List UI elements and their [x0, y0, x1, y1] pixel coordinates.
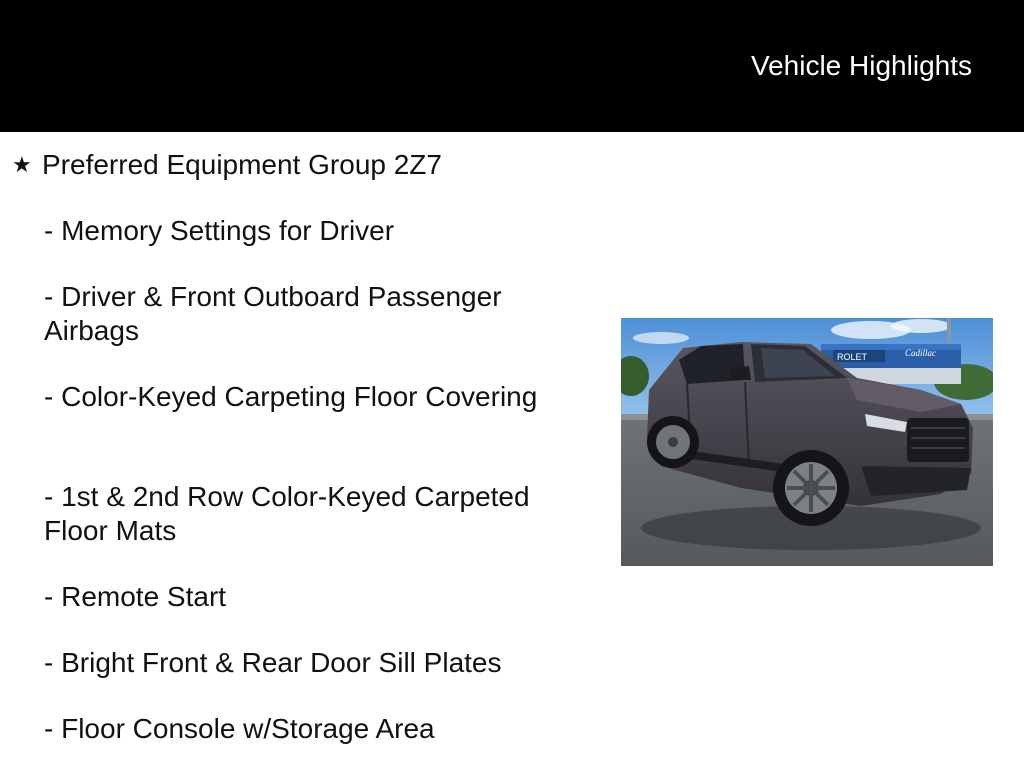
star-icon: ★ [12, 152, 32, 177]
vehicle-image [621, 318, 993, 566]
list-item: - 1st & 2nd Row Color-Keyed Carpeted Floor Mats [44, 481, 530, 546]
list-item: - Driver & Front Outboard Passenger Airbags [44, 281, 502, 346]
vehicle-photo[interactable] [621, 318, 993, 566]
dealer-sign-right: Cadillac [905, 348, 936, 358]
list-item: - Remote Start [44, 581, 227, 612]
equipment-group-title: Preferred Equipment Group 2Z7 [42, 149, 442, 180]
dealer-sign-left: ROLET [837, 352, 868, 362]
equipment-group-heading [12, 148, 442, 182]
list-item: - Memory Settings for Driver [44, 215, 395, 246]
list-item: - Bright Front & Rear Door Sill Plates [44, 647, 502, 678]
list-item: - Color-Keyed Carpeting Floor Covering [44, 381, 538, 412]
page-title: Vehicle Highlights [750, 50, 972, 81]
list-item: - Floor Console w/Storage Area [44, 713, 435, 744]
